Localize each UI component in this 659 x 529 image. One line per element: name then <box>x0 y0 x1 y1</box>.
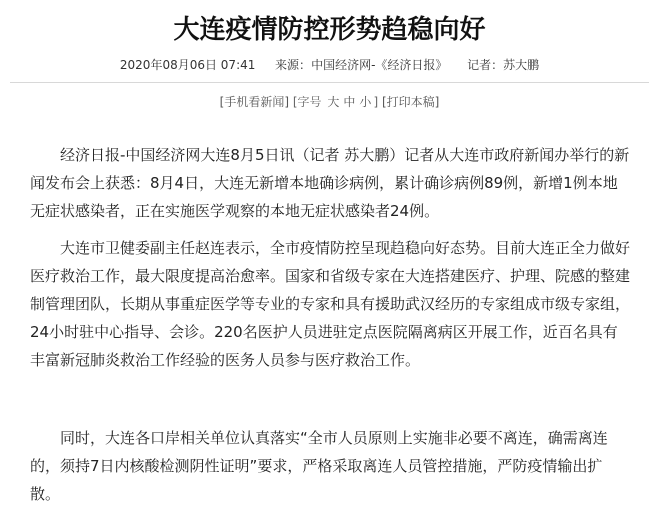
paragraph-1 <box>30 141 630 225</box>
article-meta <box>0 56 659 74</box>
article-title: 大连疫情防控形势趋稳向好 <box>173 15 486 45</box>
paragraph-2 <box>30 234 630 374</box>
author-name: 苏大鹏 <box>503 58 540 72</box>
paragraph-3 <box>30 424 630 508</box>
article-tools <box>0 93 659 111</box>
source-name: 中国经济网-《经济日报》 <box>311 58 448 72</box>
font-size-suffix: ] <box>373 95 379 109</box>
publish-datetime: 2020年08月06日 07:41 <box>119 58 256 72</box>
font-size-medium-button[interactable]: 中 <box>343 95 356 109</box>
font-size-prefix: [字号 <box>292 95 322 109</box>
paragraph-1-text: 经济日报-中国经济网大连8月5日讯（记者 苏大鹏）记者从大连市政府新闻办举行的新闻发布会上获悉：8月4日，大连无新增本地确诊病例，累计确诊病例89例，新增1例本地无症状感染者，正在实施医学观察的本地无症状感染者24例。 <box>30 146 630 220</box>
header-divider <box>10 82 649 83</box>
font-size-large-button[interactable]: 大 <box>327 95 340 109</box>
paragraph-2-text: 大连市卫健委副主任赵连表示，全市疫情防控呈现趋稳向好态势。目前大连正全力做好医疗救治工作，最大限度提高治愈率。国家和省级专家在大连搭建医疗、护理、院感的整建制管理团队，长期从事重症医学等专业的专家和具有援助武汉经历的专家组成市级专家组，24小时驻中心指导、会诊。220名医护人员进驻定点医院隔离病区开展工作，近百名具有丰富新冠肺炎救治工作经验的医务人员参与医疗救治工作。 <box>30 239 631 369</box>
source-label: 来源： <box>275 58 312 72</box>
font-size-small-button[interactable]: 小 <box>359 95 372 109</box>
mobile-news-link[interactable]: [手机看新闻] <box>219 95 290 109</box>
paragraph-3-text: 同时，大连各口岸相关单位认真落实“全市人员原则上实施非必要不离连，确需离连的，须持7日内核酸检测阴性证明”要求，严格采取离连人员管控措施，严防疫情输出扩散。 <box>30 429 608 503</box>
print-link[interactable]: [打印本稿] <box>381 95 440 109</box>
author-label: 记者： <box>467 58 504 72</box>
